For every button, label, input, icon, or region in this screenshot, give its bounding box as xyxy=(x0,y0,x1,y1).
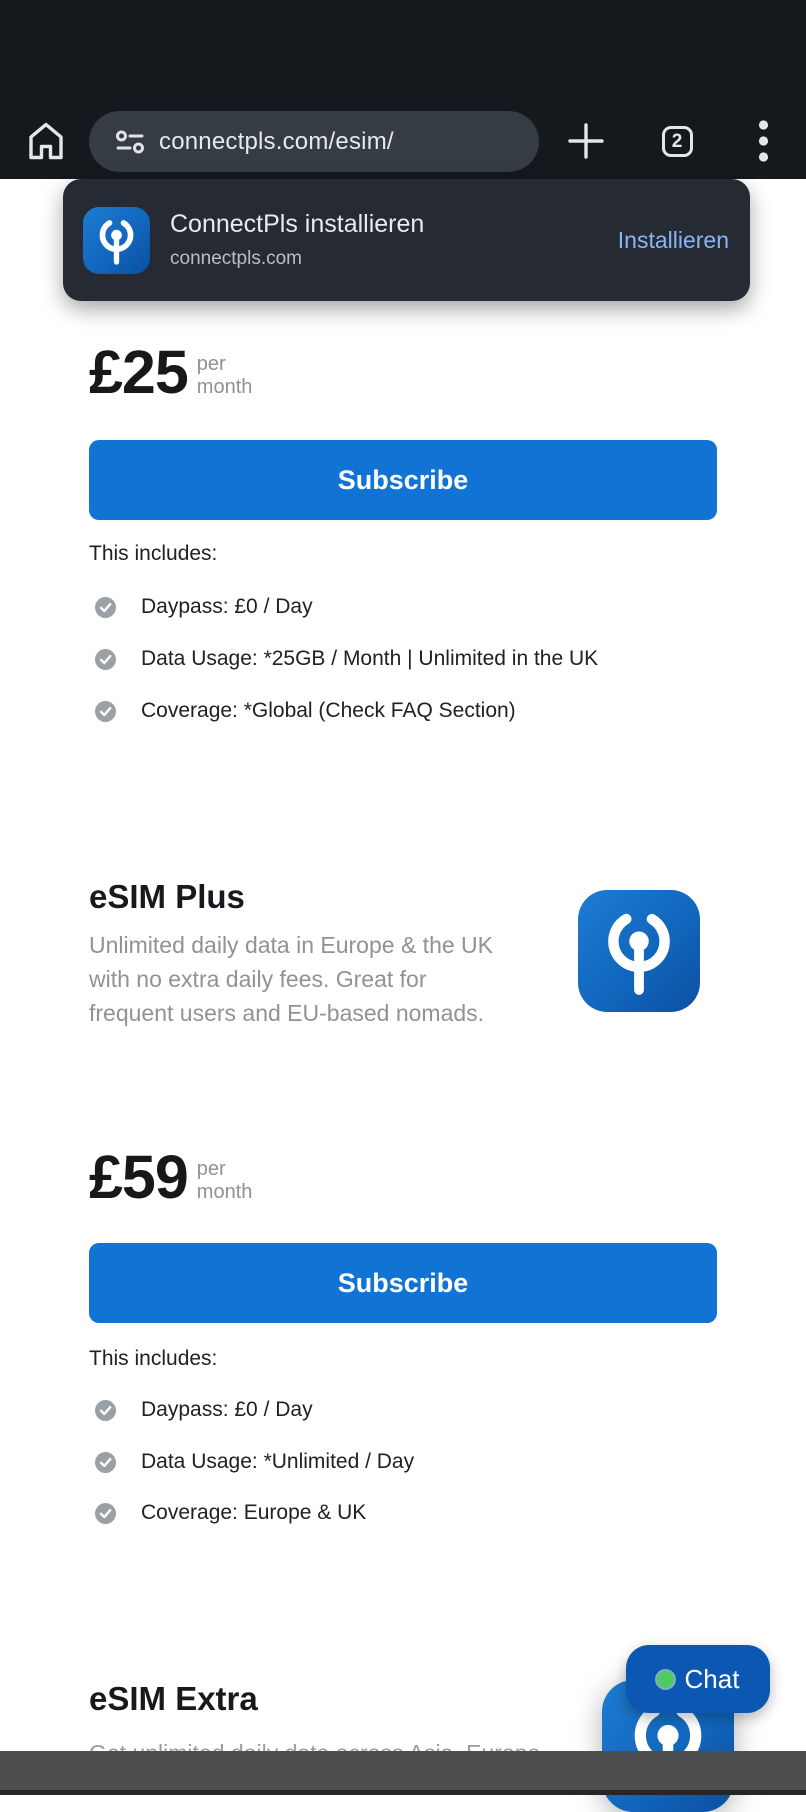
plan1-feature-row xyxy=(89,699,516,723)
check-icon xyxy=(95,701,116,722)
page-info-icon xyxy=(115,129,145,155)
install-action-button[interactable]: Installieren xyxy=(617,226,729,253)
plan1-feature-row xyxy=(89,595,313,619)
plan1-feature-text: Coverage: *Global (Check FAQ Section) xyxy=(141,699,516,722)
esim-plus-title: eSIM Plus xyxy=(89,878,245,915)
install-title: ConnectPls installieren xyxy=(170,210,425,239)
browser-chrome xyxy=(0,0,806,179)
plan2-feature-row xyxy=(89,1398,313,1422)
tab-count-box xyxy=(662,126,693,157)
plan1-feature-text: Daypass: £0 / Day xyxy=(141,595,313,618)
menu-button[interactable] xyxy=(746,117,780,165)
app-logo-icon xyxy=(83,207,150,274)
new-tab-button[interactable] xyxy=(566,121,606,161)
install-origin: connectpls.com xyxy=(170,247,303,269)
plan2-feature-row xyxy=(89,1501,366,1525)
esim-plus-description xyxy=(89,928,493,1030)
plan1-month-label: month xyxy=(196,376,253,398)
plan2-per-label: per xyxy=(196,1158,226,1180)
tab-count: 2 xyxy=(671,130,683,152)
check-icon xyxy=(95,1452,116,1473)
plan2-includes-heading: This includes: xyxy=(89,1347,218,1370)
online-status-dot xyxy=(657,1671,674,1688)
plan1-includes-heading: This includes: xyxy=(89,542,218,565)
home-icon xyxy=(27,120,65,162)
description-line: Unlimited daily data in Europe & the UK xyxy=(89,932,493,958)
gesture-nav-bar xyxy=(0,1751,806,1790)
plan2-price-amount: £59 xyxy=(89,1143,188,1211)
plan1-price-period xyxy=(197,353,253,403)
plan2-feature-text: Daypass: £0 / Day xyxy=(141,1398,313,1421)
connectpls-logo-icon xyxy=(578,890,700,1012)
check-icon xyxy=(95,649,116,670)
tab-switcher-button[interactable] xyxy=(659,123,695,159)
plan2-price-period xyxy=(197,1158,253,1208)
url-text: connectpls.com/esim/ xyxy=(159,127,394,155)
plan2-month-label: month xyxy=(196,1181,253,1203)
description-line: with no extra daily fees. Great for xyxy=(89,966,427,992)
check-icon xyxy=(95,1503,116,1524)
plan1-subscribe-button[interactable]: Subscribe xyxy=(89,440,717,520)
kebab-icon xyxy=(758,119,769,163)
plan2-price xyxy=(89,1143,253,1211)
plan2-subscribe-button[interactable]: Subscribe xyxy=(89,1243,717,1323)
description-line: frequent users and EU-based nomads. xyxy=(89,1000,485,1026)
esim-extra-title: eSIM Extra xyxy=(89,1680,258,1717)
install-banner-text xyxy=(170,210,424,270)
plan1-price-amount: £25 xyxy=(89,338,188,406)
plan1-price xyxy=(89,338,253,406)
plan2-feature-text: Data Usage: *Unlimited / Day xyxy=(141,1450,415,1473)
omnibox[interactable] xyxy=(89,111,539,172)
plus-icon xyxy=(568,123,604,159)
chat-label: Chat xyxy=(684,1664,740,1694)
plan1-feature-row xyxy=(89,647,598,671)
bottom-edge-strip xyxy=(0,1790,806,1795)
plan1-per-label: per xyxy=(196,353,226,375)
plan2-feature-row xyxy=(89,1450,414,1474)
check-icon xyxy=(95,1400,116,1421)
plan2-feature-text: Coverage: Europe & UK xyxy=(141,1501,367,1524)
plan1-feature-text: Data Usage: *25GB / Month | Unlimited in the UK xyxy=(141,647,599,670)
check-icon xyxy=(95,597,116,618)
install-banner xyxy=(63,179,750,301)
home-button[interactable] xyxy=(26,119,66,163)
chat-button[interactable] xyxy=(626,1645,770,1713)
